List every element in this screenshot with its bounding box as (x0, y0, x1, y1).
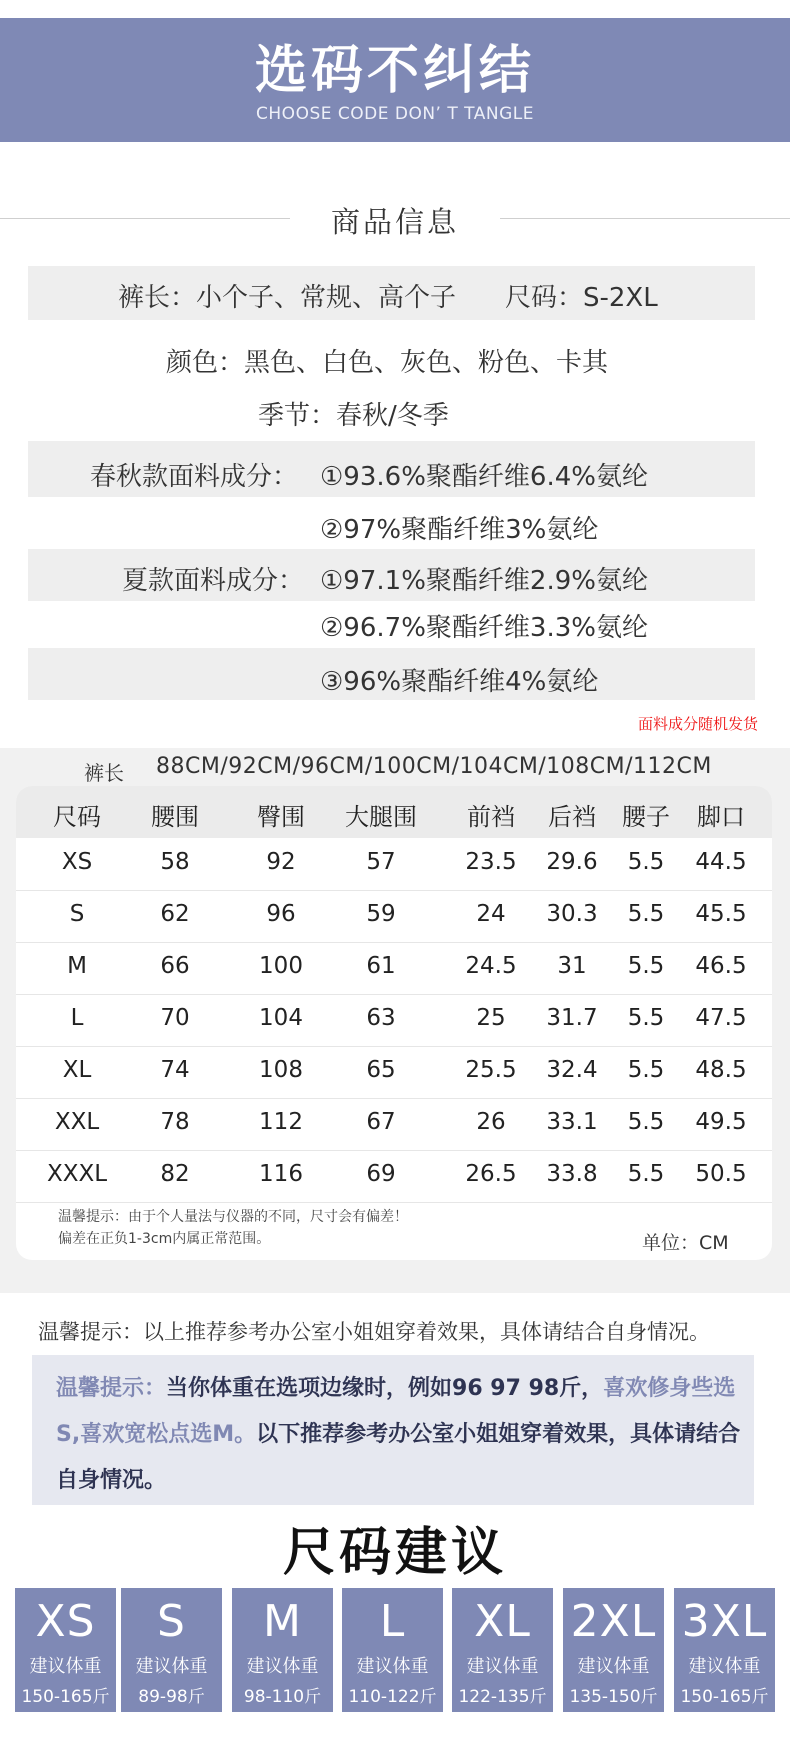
size-card-size: XS (35, 1596, 96, 1647)
table-cell: 25 (476, 1005, 506, 1031)
table-cell: 58 (160, 849, 190, 875)
table-cell: XXL (54, 1109, 100, 1135)
tip-box-accent: 喜欢修身些选S,喜欢宽松点选M。 (56, 1376, 736, 1447)
table-cell: 5.5 (627, 849, 665, 875)
header-thigh: 大腿围 (345, 803, 417, 831)
table-cell: 33.1 (546, 1109, 598, 1135)
table-cell: 47.5 (695, 1005, 747, 1031)
size-card-weight: 122-135斤 (458, 1687, 547, 1707)
table-cell: 112 (259, 1109, 303, 1135)
table-cell: 104 (259, 1005, 303, 1031)
header-hip: 臀围 (257, 803, 305, 831)
size-card-weight: 150-165斤 (21, 1687, 110, 1707)
table-cell: 69 (366, 1161, 396, 1187)
size-card-size: XL (474, 1596, 531, 1647)
table-cell: 5.5 (627, 953, 665, 979)
table-cell: 24 (476, 901, 506, 927)
table-cell: XL (62, 1057, 92, 1083)
size-card (15, 1588, 116, 1712)
table-row (16, 994, 772, 1047)
unit-label: 单位：CM (642, 1232, 729, 1254)
colors-text: 颜色：黑色、白色、灰色、粉色、卡其 (166, 348, 609, 378)
table-row (16, 1098, 772, 1151)
size-card-size: 3XL (681, 1596, 768, 1647)
size-suggestion-title: 尺码建议 (282, 1523, 507, 1583)
table-cell: 44.5 (695, 849, 747, 875)
table-cell: 57 (366, 849, 396, 875)
summer-fabric-label: 夏款面料成分： (122, 566, 305, 596)
table-row (16, 838, 772, 891)
table-cell: 63 (366, 1005, 396, 1031)
size-card (563, 1588, 664, 1712)
table-cell: 65 (366, 1057, 396, 1083)
header-waistband: 腰子 (622, 803, 670, 831)
tip-box-part2: 以下推荐参考办公室小姐姐穿着效果，具体请结合自身情况。 (56, 1422, 741, 1493)
size-card (342, 1588, 443, 1712)
size-card-weight: 135-150斤 (569, 1687, 658, 1707)
table-cell: 30.3 (546, 901, 598, 927)
pants-length-text: 裤长：小个子、常规、高个子 (118, 283, 457, 313)
table-cell: 5.5 (627, 1161, 665, 1187)
summer-fabric-3: ③96%聚酯纤维4%氨纶 (320, 667, 599, 697)
size-card-size: L (379, 1596, 406, 1647)
table-cell: XS (61, 849, 93, 875)
header-leg-opening: 脚口 (697, 803, 745, 831)
size-range-text: 尺码：S-2XL (505, 283, 658, 313)
size-card-label: 建议体重 (29, 1656, 102, 1677)
table-row (16, 890, 772, 943)
spring-fabric-label: 春秋款面料成分： (90, 462, 299, 492)
measure-tip-2: 偏差在正负1-3cm内属正常范围。 (58, 1231, 271, 1247)
size-card-size: S (157, 1596, 186, 1647)
table-cell: 96 (266, 901, 296, 927)
spring-fabric-1: ①93.6%聚酯纤维6.4%氨纶 (320, 462, 648, 492)
size-card (232, 1588, 333, 1712)
size-card-weight: 110-122斤 (348, 1687, 437, 1707)
banner-subtitle: CHOOSE CODE DON’ T TANGLE (256, 104, 534, 124)
table-cell: 74 (160, 1057, 190, 1083)
table-cell: 25.5 (465, 1057, 517, 1083)
table-cell: 31.7 (546, 1005, 598, 1031)
measure-tip-1: 温馨提示：由于个人量法与仪器的不同，尺寸会有偏差！ (58, 1209, 408, 1225)
table-cell: 66 (160, 953, 190, 979)
table-cell: 67 (366, 1109, 396, 1135)
product-info-heading: 商品信息 (330, 205, 459, 239)
table-cell: S (69, 901, 85, 927)
table-cell: 46.5 (695, 953, 747, 979)
size-card-label: 建议体重 (577, 1656, 650, 1677)
table-header-row (16, 786, 772, 838)
table-row (16, 1046, 772, 1099)
table-cell: 29.6 (546, 849, 598, 875)
table-cell: 23.5 (465, 849, 517, 875)
season-text: 季节：春秋/冬季 (258, 401, 449, 431)
header-back-rise: 后裆 (548, 803, 596, 831)
table-cell: 59 (366, 901, 396, 927)
size-card (452, 1588, 553, 1712)
divider-left (0, 218, 290, 219)
table-cell: 5.5 (627, 1057, 665, 1083)
table-cell: 32.4 (546, 1057, 598, 1083)
table-cell: 78 (160, 1109, 190, 1135)
header-size: 尺码 (53, 803, 101, 831)
size-card-size: M (263, 1596, 302, 1647)
summer-fabric-1: ①97.1%聚酯纤维2.9%氨纶 (320, 566, 648, 596)
size-card-label: 建议体重 (688, 1656, 761, 1677)
divider-right (500, 218, 790, 219)
table-cell: 24.5 (465, 953, 517, 979)
table-cell: 92 (266, 849, 296, 875)
table-cell: 26 (476, 1109, 506, 1135)
table-cell: 50.5 (695, 1161, 747, 1187)
size-card (674, 1588, 775, 1712)
table-cell: XXXL (46, 1161, 108, 1187)
table-cell: 5.5 (627, 901, 665, 927)
table-cell: L (70, 1005, 84, 1031)
tip-box-text (56, 1366, 746, 1504)
table-cell: 49.5 (695, 1109, 747, 1135)
size-card-weight: 150-165斤 (680, 1687, 769, 1707)
size-card-size: 2XL (570, 1596, 657, 1647)
table-cell: 5.5 (627, 1005, 665, 1031)
header-waist: 腰围 (151, 803, 199, 831)
size-card-weight: 98-110斤 (243, 1687, 322, 1707)
size-card (121, 1588, 222, 1712)
recommend-tip: 温馨提示：以上推荐参考办公室小姐姐穿着效果，具体请结合自身情况。 (38, 1320, 710, 1344)
table-cell: 62 (160, 901, 190, 927)
table-cell: 61 (366, 953, 396, 979)
table-row (16, 1150, 772, 1203)
length-values: 88CM/92CM/96CM/100CM/104CM/108CM/112CM (156, 754, 712, 779)
summer-fabric-2: ②96.7%聚酯纤维3.3%氨纶 (320, 613, 648, 643)
table-cell: 48.5 (695, 1057, 747, 1083)
size-card-weight: 89-98斤 (138, 1687, 205, 1707)
table-cell: 31 (557, 953, 587, 979)
table-cell: 108 (259, 1057, 303, 1083)
table-cell: M (67, 953, 87, 979)
random-fabric-note: 面料成分随机发货 (638, 715, 759, 733)
size-card-label: 建议体重 (246, 1656, 319, 1677)
table-cell: 100 (259, 953, 303, 979)
banner-title: 选码不纠结 (254, 41, 535, 101)
table-cell: 70 (160, 1005, 190, 1031)
table-cell: 26.5 (465, 1161, 517, 1187)
table-cell: 116 (259, 1161, 303, 1187)
table-cell: 5.5 (627, 1109, 665, 1135)
size-card-label: 建议体重 (466, 1656, 539, 1677)
length-label: 裤长 (84, 761, 124, 785)
tip-box-prefix: 温馨提示： (56, 1376, 167, 1401)
table-cell: 82 (160, 1161, 190, 1187)
table-cell: 45.5 (695, 901, 747, 927)
size-card-label: 建议体重 (135, 1656, 208, 1677)
size-card-label: 建议体重 (356, 1656, 429, 1677)
size-table (16, 786, 772, 1260)
table-cell: 33.8 (546, 1161, 598, 1187)
header-front-rise: 前裆 (467, 803, 515, 831)
spring-fabric-2: ②97%聚酯纤维3%氨纶 (320, 515, 599, 545)
table-row (16, 942, 772, 995)
tip-box-part1: 当你体重在选项边缘时，例如96 97 98斤， (166, 1376, 604, 1401)
